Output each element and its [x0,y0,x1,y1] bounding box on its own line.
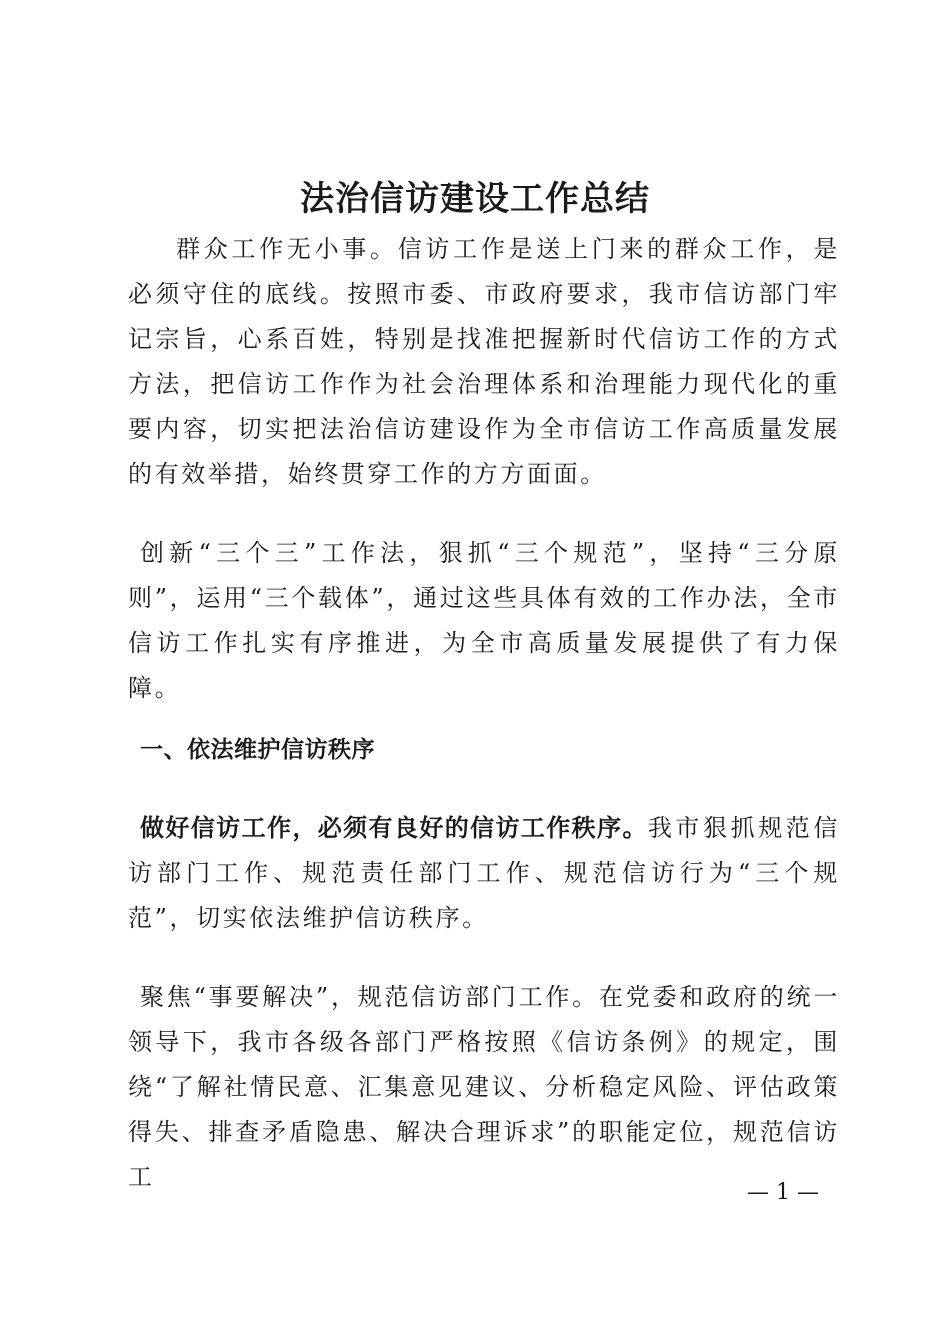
document-title: 法治信访建设工作总结 [300,179,650,219]
paragraph-lead-sentence: 做好信访工作，必须有良好的信访工作秩序。 [140,814,648,842]
section-heading-1: 一、依法维护信访秩序 [140,737,375,763]
page-number: — 1 — [747,1180,819,1205]
paragraph-body-text: 我市狠抓规范信访部门工作、规范责任部门工作、规范信访行为“三个规范”，切实依法维护信访秩序。 [128,814,840,932]
section-1-subparagraph: 聚焦“事要解决”，规范信访部门工作。在党委和政府的统一领导下，我市各级各部门严格按照《信访条例》的规定，围绕“了解社情民意、汇集意见建议、分析稳定风险、评估政策得失、排查矛盾隐患、解决合理诉求”的职能定位，规范信访工 [128,983,840,1191]
intro-paragraph: 群众工作无小事。信访工作是送上门来的群众工作，是必须守住的底线。按照市委、市政府要求，我市信访部门牢记宗旨，心系百姓，特别是找准把握新时代信访工作的方式方法，把信访工作作为社会治理体系和治理能力现代化的重要内容，切实把法治信访建设作为全市信访工作高质量发展的有效举措，始终贯穿工作的方方面面。 [128,235,840,488]
method-paragraph: 创新“三个三”工作法，狠抓“三个规范”，坚持“三分原则”，运用“三个载体”，通过这些具体有效的工作办法，全市信访工作扎实有序推进，为全市高质量发展提供了有力保障。 [128,539,840,702]
section-1-paragraph [128,806,840,941]
